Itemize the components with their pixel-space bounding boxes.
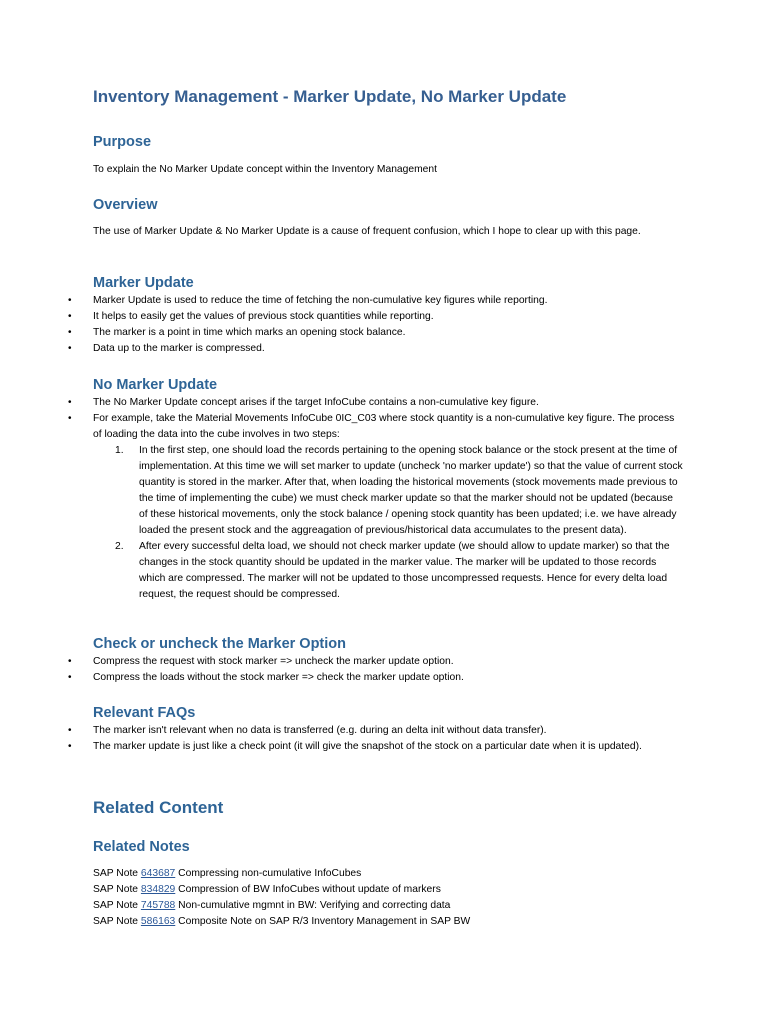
note-row [93, 914, 683, 930]
marker-update-list [68, 293, 683, 357]
bullet-icon: • [68, 397, 72, 408]
note-link[interactable]: 834829 [140, 884, 176, 895]
bullet-icon: • [68, 311, 72, 322]
note-link[interactable]: 643687 [140, 868, 176, 879]
overview-text: The use of Marker Update & No Marker Update is a cause of frequent confusion, which I hope to clear up with this page. [93, 226, 641, 237]
faqs-heading: Relevant FAQs [93, 705, 196, 721]
faqs-list [68, 723, 683, 755]
step-number: 2. [115, 541, 124, 552]
step-text: In the first step, one should load the records pertaining to the opening stock balance or the stock present at the time of implementation. At this time we will set marker to update (uncheck 'no marker update') so that the value of current stock quantity is stored in the marker. After that, when loading the historical movements (stock movements made previous to the time of implementing the cube) we must check marker update so that the marker should not be updated (because of these historical movements, only the stock balance / opening stock quantity has been updated; i.e. we have already loaded the present stock and the aggreagation of previous/historical data accumulates to the present data). [139, 445, 683, 536]
list-item-text: Compress the loads without the stock marker => check the marker update option. [93, 672, 464, 683]
related-notes-heading: Related Notes [93, 839, 190, 855]
list-item [68, 654, 683, 670]
purpose-heading: Purpose [93, 134, 152, 150]
list-item [68, 395, 683, 411]
overview-heading: Overview [93, 197, 158, 213]
no-marker-update-heading: No Marker Update [93, 377, 218, 393]
note-link[interactable]: 586163 [140, 916, 176, 927]
list-item [68, 293, 683, 309]
marker-update-heading: Marker Update [93, 275, 194, 291]
list-item-text: The marker isn't relevant when no data is transferred (e.g. during an delta init without data transfer). [93, 725, 547, 736]
list-item [68, 670, 683, 686]
page-title: Inventory Management - Marker Update, No Marker Update [93, 87, 567, 106]
check-option-list [68, 654, 683, 686]
list-item-text: The marker update is just like a check point (it will give the snapshot of the stock on a particular date when it is updated). [93, 741, 642, 752]
list-item-text: The marker is a point in time which marks an opening stock balance. [93, 327, 406, 338]
bullet-icon: • [68, 413, 72, 424]
bullet-icon: • [68, 656, 72, 667]
list-item [68, 309, 683, 325]
step-text: After every successful delta load, we should not check marker update (we should allow to update marker) so that the changes in the stock quantity should be updated in the marker value. The marker will be updated to those records which are compressed. The marker will not be updated to those uncompressed requests. Hence for every delta load request, the request should be compressed. [139, 541, 670, 600]
no-marker-update-list [68, 395, 683, 603]
bullet-icon: • [68, 741, 72, 752]
list-item-text: The No Marker Update concept arises if the target InfoCube contains a non-cumulative key figure. [93, 397, 539, 408]
bullet-icon: • [68, 672, 72, 683]
bullet-icon: • [68, 343, 72, 354]
step-item [93, 443, 683, 539]
note-prefix: SAP Note [93, 916, 139, 927]
note-link[interactable]: 745788 [140, 900, 176, 911]
list-item-text: Compress the request with stock marker => uncheck the marker update option. [93, 656, 454, 667]
note-text: Compression of BW InfoCubes without update of markers [178, 884, 441, 895]
list-item [68, 411, 683, 603]
note-prefix: SAP Note [93, 900, 139, 911]
check-option-heading: Check or uncheck the Marker Option [93, 636, 347, 652]
note-row [93, 882, 683, 898]
step-item [93, 539, 683, 603]
list-item-text: Marker Update is used to reduce the time of fetching the non-cumulative key figures while reporting. [93, 295, 548, 306]
bullet-icon: • [68, 295, 72, 306]
steps-list [93, 443, 683, 603]
note-text: Compressing non-cumulative InfoCubes [178, 868, 362, 879]
related-content-heading: Related Content [93, 798, 224, 817]
purpose-text: To explain the No Marker Update concept within the Inventory Management [93, 164, 437, 175]
list-item [68, 325, 683, 341]
related-notes-list [93, 866, 683, 930]
list-item-text: For example, take the Material Movements InfoCube 0IC_C03 where stock quantity is a non-cumulative key figure. The process of loading the data into the cube involves in two steps: [93, 413, 675, 440]
bullet-icon: • [68, 725, 72, 736]
list-item-text: It helps to easily get the values of previous stock quantities while reporting. [93, 311, 434, 322]
list-item-text: Data up to the marker is compressed. [93, 343, 265, 354]
note-row [93, 866, 683, 882]
note-prefix: SAP Note [93, 868, 139, 879]
note-text: Non-cumulative mgmnt in BW: Verifying and correcting data [178, 900, 451, 911]
list-item [68, 723, 683, 739]
note-row [93, 898, 683, 914]
step-number: 1. [115, 445, 124, 456]
list-item [68, 739, 683, 755]
list-item [68, 341, 683, 357]
note-prefix: SAP Note [93, 884, 139, 895]
bullet-icon: • [68, 327, 72, 338]
note-text: Composite Note on SAP R/3 Inventory Management in SAP BW [178, 916, 471, 927]
